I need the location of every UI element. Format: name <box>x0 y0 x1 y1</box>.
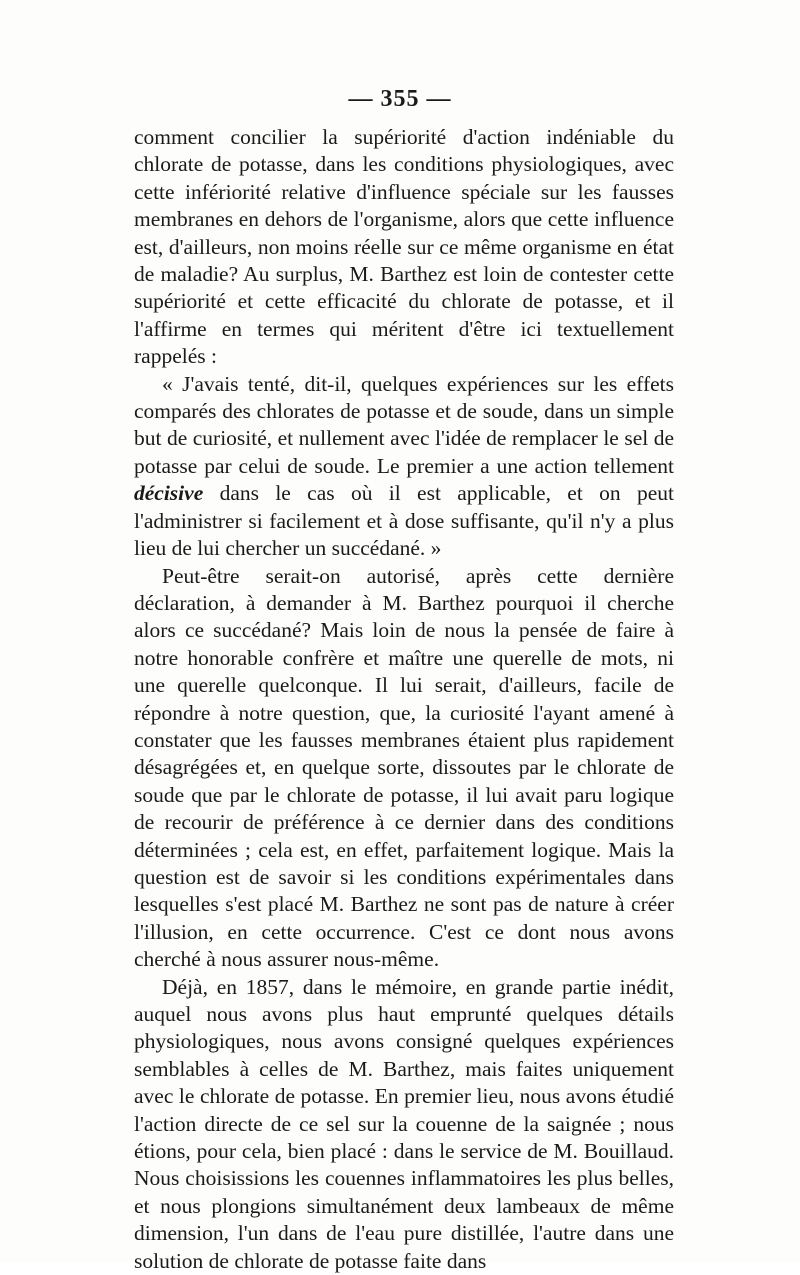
emphasized-word: décisive <box>134 481 204 506</box>
quotation-text-after: dans le cas où il est applicable, et on peut l'administrer si facilement et à dose suffisante, qu'il n'y a plus lieu de lui chercher un succédané. » <box>134 481 674 561</box>
body-text <box>134 124 674 1275</box>
paragraph-1: comment concilier la supériorité d'action indéniable du chlorate de potasse, dans les conditions physiologiques, avec cette infériorité relative d'influence spéciale sur les fausses membranes en dehors de l'organisme, alors que cette influence est, d'ailleurs, non moins réelle sur ce même organisme en état de maladie? Au surplus, M. Barthez est loin de contester cette supériorité et cette efficacité du chlorate de potasse, et il l'affirme en termes qui méritent d'être ici textuellement rappelés : <box>134 125 674 369</box>
paragraph-2-quotation <box>134 371 674 563</box>
quotation-text-before: « J'avais tenté, dit-il, quelques expériences sur les effets comparés des chlorates de potasse et de soude, dans un simple but de curiosité, et nullement avec l'idée de remplacer le sel de potasse par celui de soude. Le premier a une action tellement <box>134 371 674 478</box>
paragraph-3: Peut-être serait-on autorisé, après cette dernière déclaration, à demander à M. Barthez pourquoi il cherche alors ce succédané? Mais loin de nous la pensée de faire à notre honorable confrère et maître une querelle de mots, ni une querelle quelconque. Il lui serait, d'ailleurs, facile de répondre à notre question, que, la curiosité l'ayant amené à constater que les fausses membranes étaient plus rapidement désagrégées et, en quelque sorte, dissoutes par le chlorate de soude que par le chlorate de potasse, il lui avait paru logique de recourir de préférence à ce dernier dans des conditions déterminées ; cela est, en effet, parfaitement logique. Mais la question est de savoir si les conditions expérimentales dans lesquelles s'est placé M. Barthez ne sont pas de nature à créer l'illusion, en cette occurrence. C'est ce dont nous avons cherché à nous assurer nous-même. <box>134 563 674 972</box>
page-number: — 355 — <box>348 86 452 112</box>
paragraph-4: Déjà, en 1857, dans le mémoire, en grande partie inédit, auquel nous avons plus haut emprunté quelques détails physiologiques, nous avons consigné quelques expériences semblables à celles de M. Barthez, mais faites uniquement avec le chlorate de potasse. En premier lieu, nous avons étudié l'action directe de ce sel sur la couenne de la saignée ; nous étions, pour cela, bien placé : dans le service de M. Bouillaud. Nous choisissions les couennes inflammatoires les plus belles, et nous plongions simultanément deux lambeaux de même dimension, l'un dans de l'eau pure distillée, l'autre dans une solution de chlorate de potasse faite dans <box>134 974 674 1273</box>
